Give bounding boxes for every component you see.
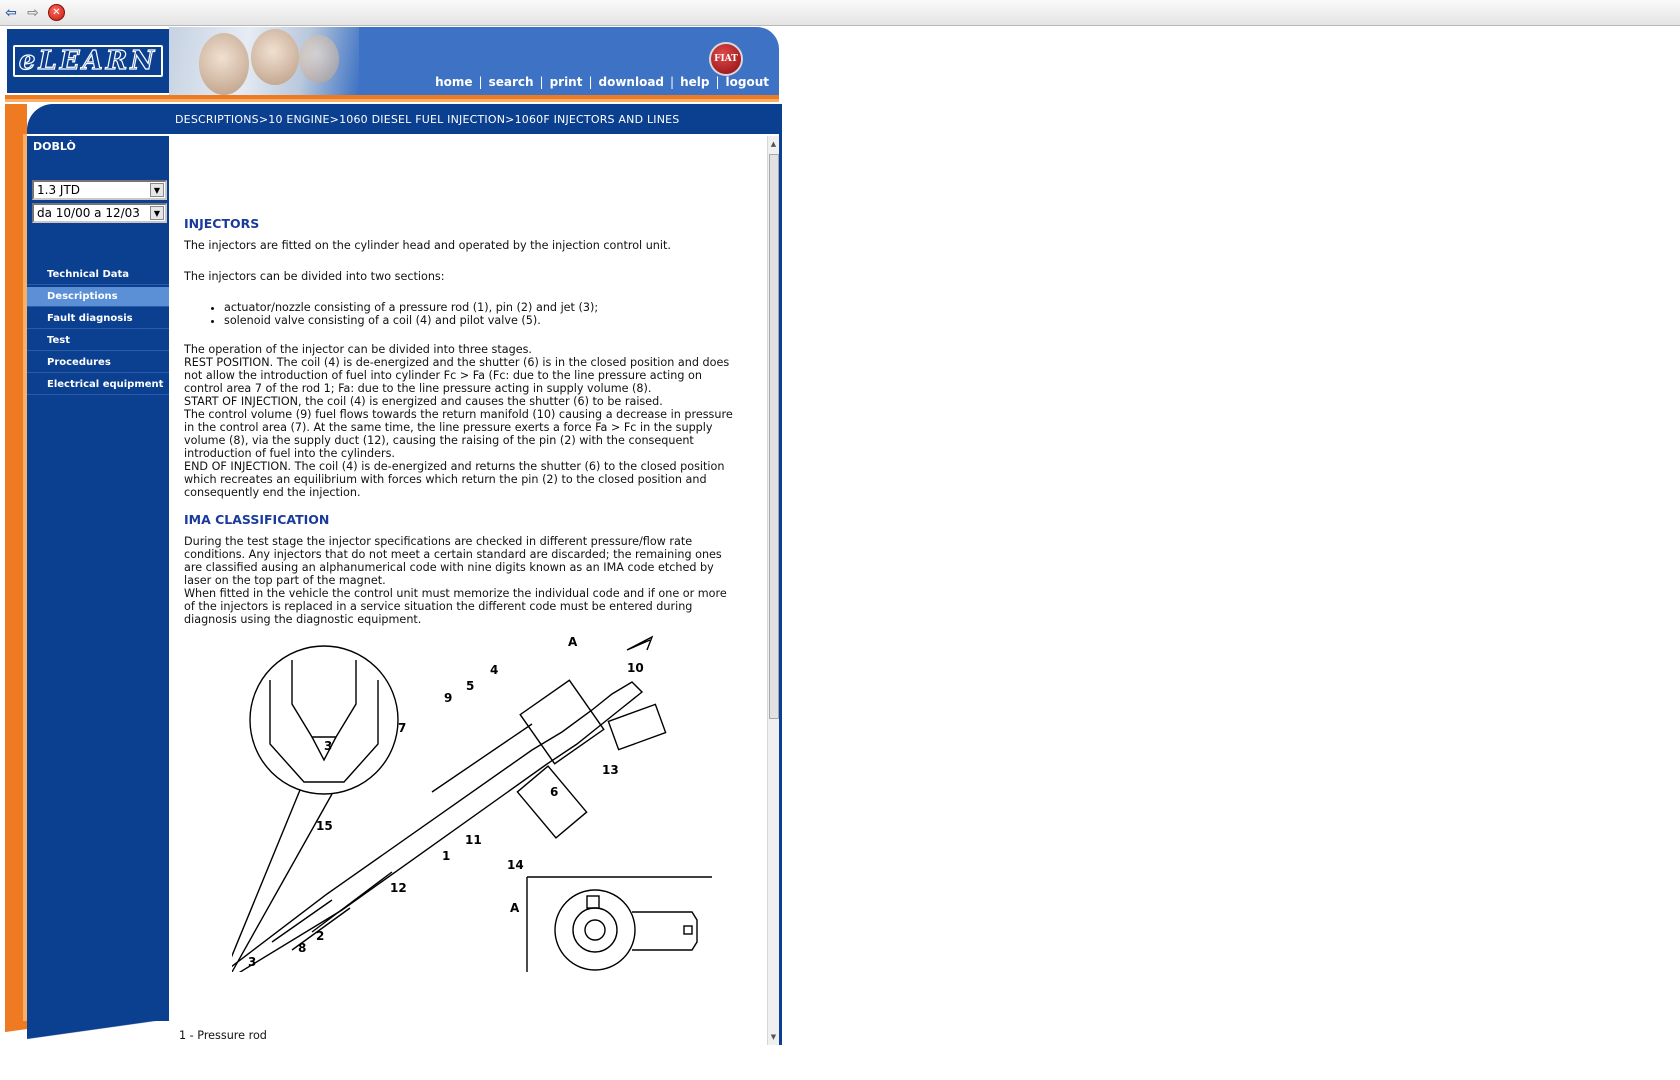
text-line: control area 7 of the rod 1; Fa: due to the line pressure acting in supply volume (8). <box>184 382 652 395</box>
text-line: in the control area (7). At the same time, the line pressure exerts a force Fa > Fc in the supply <box>184 421 713 434</box>
nav-logout[interactable]: logout <box>725 75 769 89</box>
bottom-orange-curve <box>5 1021 27 1045</box>
stop-icon[interactable]: ✕ <box>48 4 65 21</box>
fiat-logo-text: FIAT <box>714 54 738 64</box>
sidebar-menu <box>27 265 169 397</box>
text-line: conditions. Any injectors that do not meet a certain standard are discarded; the remaining ones <box>184 548 722 561</box>
diagram-label: 3 <box>324 739 333 753</box>
diagram-label: 4 <box>490 663 499 677</box>
heading-ima-classification: IMA CLASSIFICATION <box>184 512 330 527</box>
nav-separator: | <box>588 75 593 89</box>
injector-diagram <box>232 632 712 972</box>
engine-select[interactable] <box>32 180 167 200</box>
list-item: • solenoid valve consisting of a coil (4) and pilot valve (5). <box>224 314 754 327</box>
intro-paragraph-1: The injectors are fitted on the cylinder head and operated by the injection control unit. <box>184 239 671 252</box>
chevron-down-icon[interactable]: ▼ <box>150 183 164 197</box>
text-line: consequently end the injection. <box>184 486 361 499</box>
crumb-curve <box>27 104 169 134</box>
back-arrow-icon[interactable]: ⇦ <box>5 5 17 21</box>
photo-face-2 <box>251 29 299 85</box>
sidebar-item-electrical-equipment[interactable]: Electrical equipment <box>27 375 169 395</box>
diagram-label: 8 <box>298 941 307 955</box>
text-line: The operation of the injector can be divided into three stages. <box>184 343 532 356</box>
scroll-thumb[interactable] <box>769 154 779 719</box>
diagram-label: 7 <box>398 721 407 735</box>
text-line: diagnosis using the diagnostic equipment. <box>184 613 422 626</box>
list-item: • actuator/nozzle consisting of a pressure rod (1), pin (2) and jet (3); <box>224 301 754 314</box>
diagram-label: 13 <box>602 763 619 777</box>
ima-paragraph <box>184 535 754 626</box>
nav-separator: | <box>670 75 675 89</box>
diagram-label: 14 <box>507 858 524 872</box>
scroll-up-icon[interactable]: ▲ <box>770 140 777 148</box>
section-list <box>224 301 754 327</box>
nav-help[interactable]: help <box>680 75 710 89</box>
breadcrumb <box>169 104 779 134</box>
nav-separator: | <box>715 75 720 89</box>
text-line: During the test stage the injector specifications are checked in different pressure/flow rate <box>184 535 693 548</box>
diagram-label: 11 <box>465 833 482 847</box>
nav-home[interactable]: home <box>435 75 473 89</box>
operation-paragraph <box>184 343 754 499</box>
sidebar-item-technical-data[interactable]: Technical Data <box>27 265 169 285</box>
diagram-label: 6 <box>550 785 559 799</box>
nozzle-detail-circle <box>250 646 398 794</box>
text-line: which recreates an equilibrium with forces which return the pin (2) to the closed position and <box>184 473 707 486</box>
logo-area <box>5 27 169 95</box>
heading-injectors: INJECTORS <box>184 216 260 231</box>
text-line: END OF INJECTION. The coil (4) is de-energized and returns the shutter (6) to the closed position <box>184 460 725 473</box>
sidebar-item-descriptions[interactable]: Descriptions <box>27 287 169 307</box>
intro-paragraph-2: The injectors can be divided into two sections: <box>184 270 445 283</box>
fiat-logo <box>709 42 743 76</box>
diagram-label: 5 <box>466 679 475 693</box>
text-line: volume (8), via the supply duct (12), causing the raising of the pin (2) with the consequent <box>184 434 694 447</box>
browser-toolbar <box>0 0 1680 26</box>
scroll-down-icon[interactable]: ▼ <box>770 1033 777 1041</box>
forward-arrow-icon[interactable]: ⇨ <box>27 5 39 21</box>
nav-separator: | <box>478 75 483 89</box>
model-title: DOBLÒ <box>33 140 76 153</box>
date-select-value: da 10/00 a 12/03 <box>37 206 140 220</box>
date-select[interactable] <box>32 203 167 223</box>
text-line: laser on the top part of the magnet. <box>184 574 386 587</box>
diagram-label: 2 <box>316 929 325 943</box>
content-body <box>184 217 754 626</box>
sidebar <box>27 136 169 1027</box>
text-line: of the injectors is replaced in a service situation the different code must be entered during <box>184 600 693 613</box>
nav-search[interactable]: search <box>488 75 534 89</box>
header-photo <box>169 27 359 95</box>
nav-print[interactable]: print <box>549 75 583 89</box>
text-line: When fitted in the vehicle the control unit must memorize the individual code and if one or more <box>184 587 727 600</box>
orange-join <box>5 104 27 134</box>
text-line: The control volume (9) fuel flows towards the return manifold (10) causing a decrease in pressure <box>184 408 733 421</box>
sidebar-item-test[interactable]: Test <box>27 331 169 351</box>
nav-download[interactable]: download <box>598 75 665 89</box>
diagram-label: 9 <box>444 691 453 705</box>
logo-text: eLEARN <box>18 46 158 76</box>
header-banner <box>169 27 779 95</box>
engine-select-value: 1.3 JTD <box>37 183 81 197</box>
right-blue-edge <box>779 104 782 1045</box>
bottom-blue-curve <box>27 1021 169 1045</box>
text-line: introduction of fuel into the cylinders. <box>184 447 395 460</box>
diagram-label: 10 <box>627 661 644 675</box>
diagram-label: 3 <box>248 955 257 969</box>
sidebar-item-procedures[interactable]: Procedures <box>27 353 169 373</box>
diagram-label: A <box>510 901 520 915</box>
photo-face-3 <box>299 35 339 83</box>
nav-separator: | <box>539 75 544 89</box>
text-line: START OF INJECTION, the coil (4) is energized and causes the shutter (6) to be raised. <box>184 395 663 408</box>
left-orange-strip <box>5 27 23 1045</box>
breadcrumb-text: DESCRIPTIONS>10 ENGINE>1060 DIESEL FUEL INJECTION>1060F INJECTORS AND LINES <box>175 112 680 126</box>
figure-caption: 1 - Pressure rod <box>179 1029 267 1042</box>
text-line: not allow the introduction of fuel into cylinder Fc > Fa (Fc: due to the line pressure acting on <box>184 369 702 382</box>
diagram-label: 1 <box>442 849 451 863</box>
logo <box>13 45 163 77</box>
top-nav <box>435 75 769 89</box>
diagram-label: 12 <box>390 881 407 895</box>
content-scrollbar[interactable] <box>767 136 779 1045</box>
chevron-down-icon[interactable]: ▼ <box>150 206 164 220</box>
photo-face-1 <box>199 33 249 95</box>
text-line: REST POSITION. The coil (4) is de-energized and the shutter (6) is in the closed position and does <box>184 356 730 369</box>
diagram-label: 15 <box>316 819 333 833</box>
diagram-label: A <box>568 635 578 649</box>
sidebar-item-fault-diagnosis[interactable]: Fault diagnosis <box>27 309 169 329</box>
text-line: are classified ausing an alphanumerical code with nine digits known as an IMA code etched by <box>184 561 714 574</box>
